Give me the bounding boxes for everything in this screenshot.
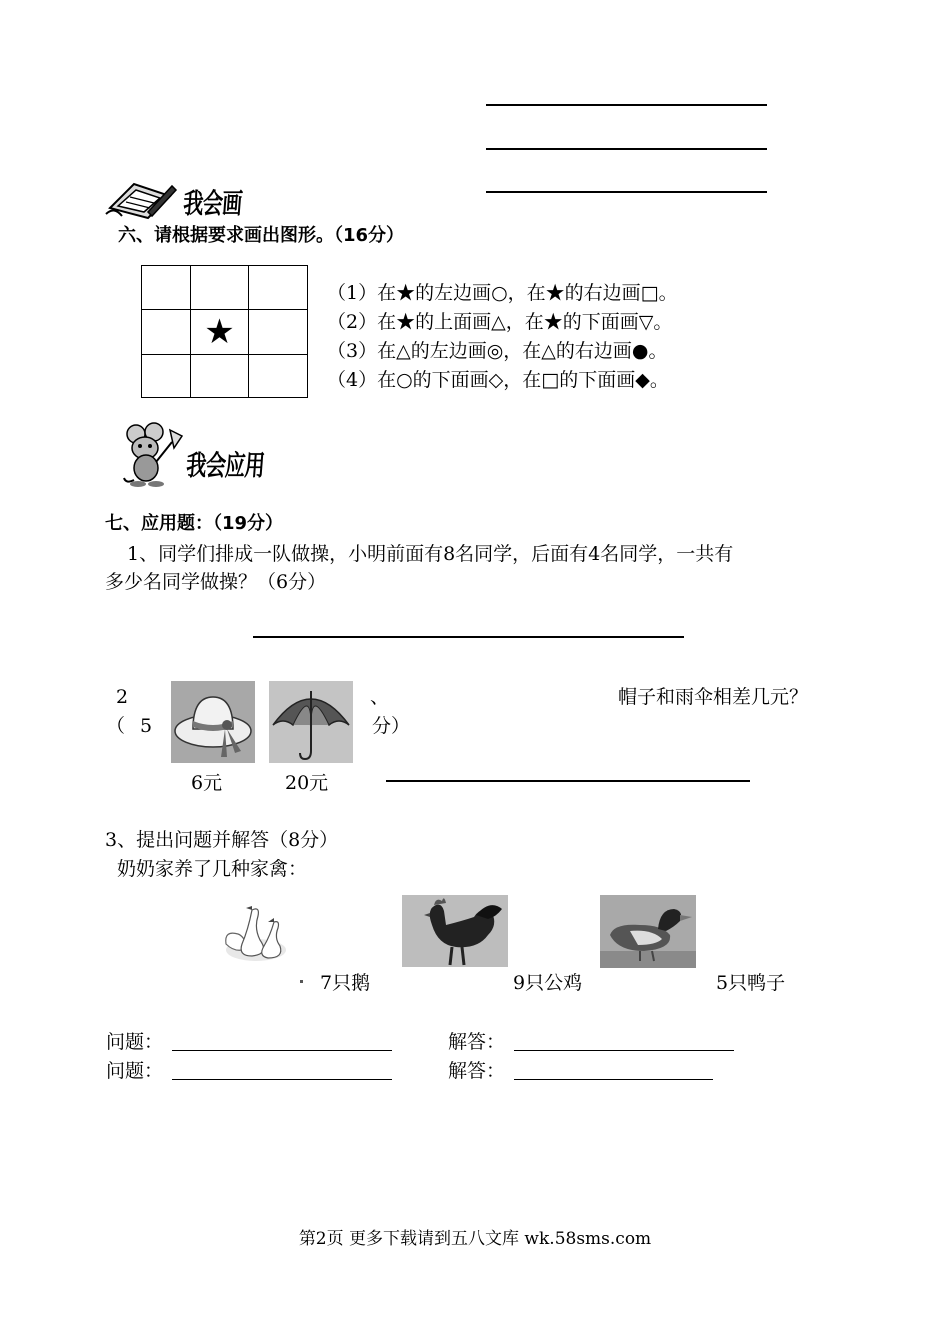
section7-heading: 七、应用题：（19分） (105, 513, 284, 534)
answer-label-2: 解答： (448, 1060, 506, 1082)
answer-line-3 (486, 191, 767, 193)
hat-icon (171, 681, 255, 763)
section6-badge-text: 我会画 (182, 187, 243, 220)
geese-label: 7只鹅 (320, 972, 371, 994)
q1-line-1: 1、同学们排成一队做操，小明前面有8名同学，后面有4名同学，一共有 (127, 543, 734, 565)
q2-score-num: 5 (140, 715, 153, 737)
umbrella-icon (269, 681, 353, 763)
q1-answer-line (253, 636, 684, 638)
drawing-badge-icon (104, 178, 178, 220)
question-blank-1 (172, 1050, 392, 1051)
duck-icon (600, 895, 696, 968)
instruction-4: （4）在○的下面画◇，在□的下面画◆。 (327, 369, 669, 391)
mouse-mascot-icon (120, 422, 186, 488)
section7-badge-text: 我会应用 (185, 449, 266, 482)
q2-score-suffix: 分） (372, 715, 411, 737)
question-label-1: 问题： (106, 1031, 164, 1053)
instruction-2: （2）在★的上面画△，在★的下面画▽。 (327, 311, 673, 333)
section6-heading: 六、请根据要求画出图形。（16分） (118, 225, 405, 246)
q3-heading: 3、提出问题并解答（8分） (105, 829, 339, 851)
answer-blank-1 (514, 1050, 734, 1051)
rooster-icon (402, 895, 508, 967)
q3-intro: 奶奶家养了几种家禽： (117, 858, 308, 880)
rooster-label: 9只公鸡 (513, 972, 583, 994)
question-label-2: 问题： (106, 1060, 164, 1082)
q2-answer-line (386, 780, 750, 782)
instruction-3: （3）在△的左边画◎，在△的右边画●。 (327, 340, 668, 362)
answer-line-2 (486, 148, 767, 150)
star-icon: ★ (204, 312, 235, 352)
q2-paren-open: （ (106, 715, 126, 737)
answer-line-1 (486, 104, 767, 106)
page-footer: 第2页 更多下载请到五八文库 wk.58sms.com (298, 1229, 652, 1249)
answer-blank-2 (514, 1079, 713, 1080)
q2-question: 帽子和雨伞相差几元？ (618, 686, 809, 708)
dot-mark (300, 980, 303, 983)
question-blank-2 (172, 1079, 392, 1080)
answer-label-1: 解答： (448, 1031, 506, 1053)
umbrella-price: 20元 (285, 772, 329, 794)
q1-line-2: 多少名同学做操？（6分） (105, 571, 327, 593)
drawing-grid (141, 265, 308, 398)
q2-number: 2 (116, 686, 129, 708)
duck-label: 5只鸭子 (716, 972, 786, 994)
hat-price: 6元 (191, 772, 223, 794)
geese-icon (208, 900, 298, 970)
instruction-1: （1）在★的左边画○，在★的右边画□。 (327, 282, 678, 304)
q2-comma: 、 (370, 686, 390, 708)
